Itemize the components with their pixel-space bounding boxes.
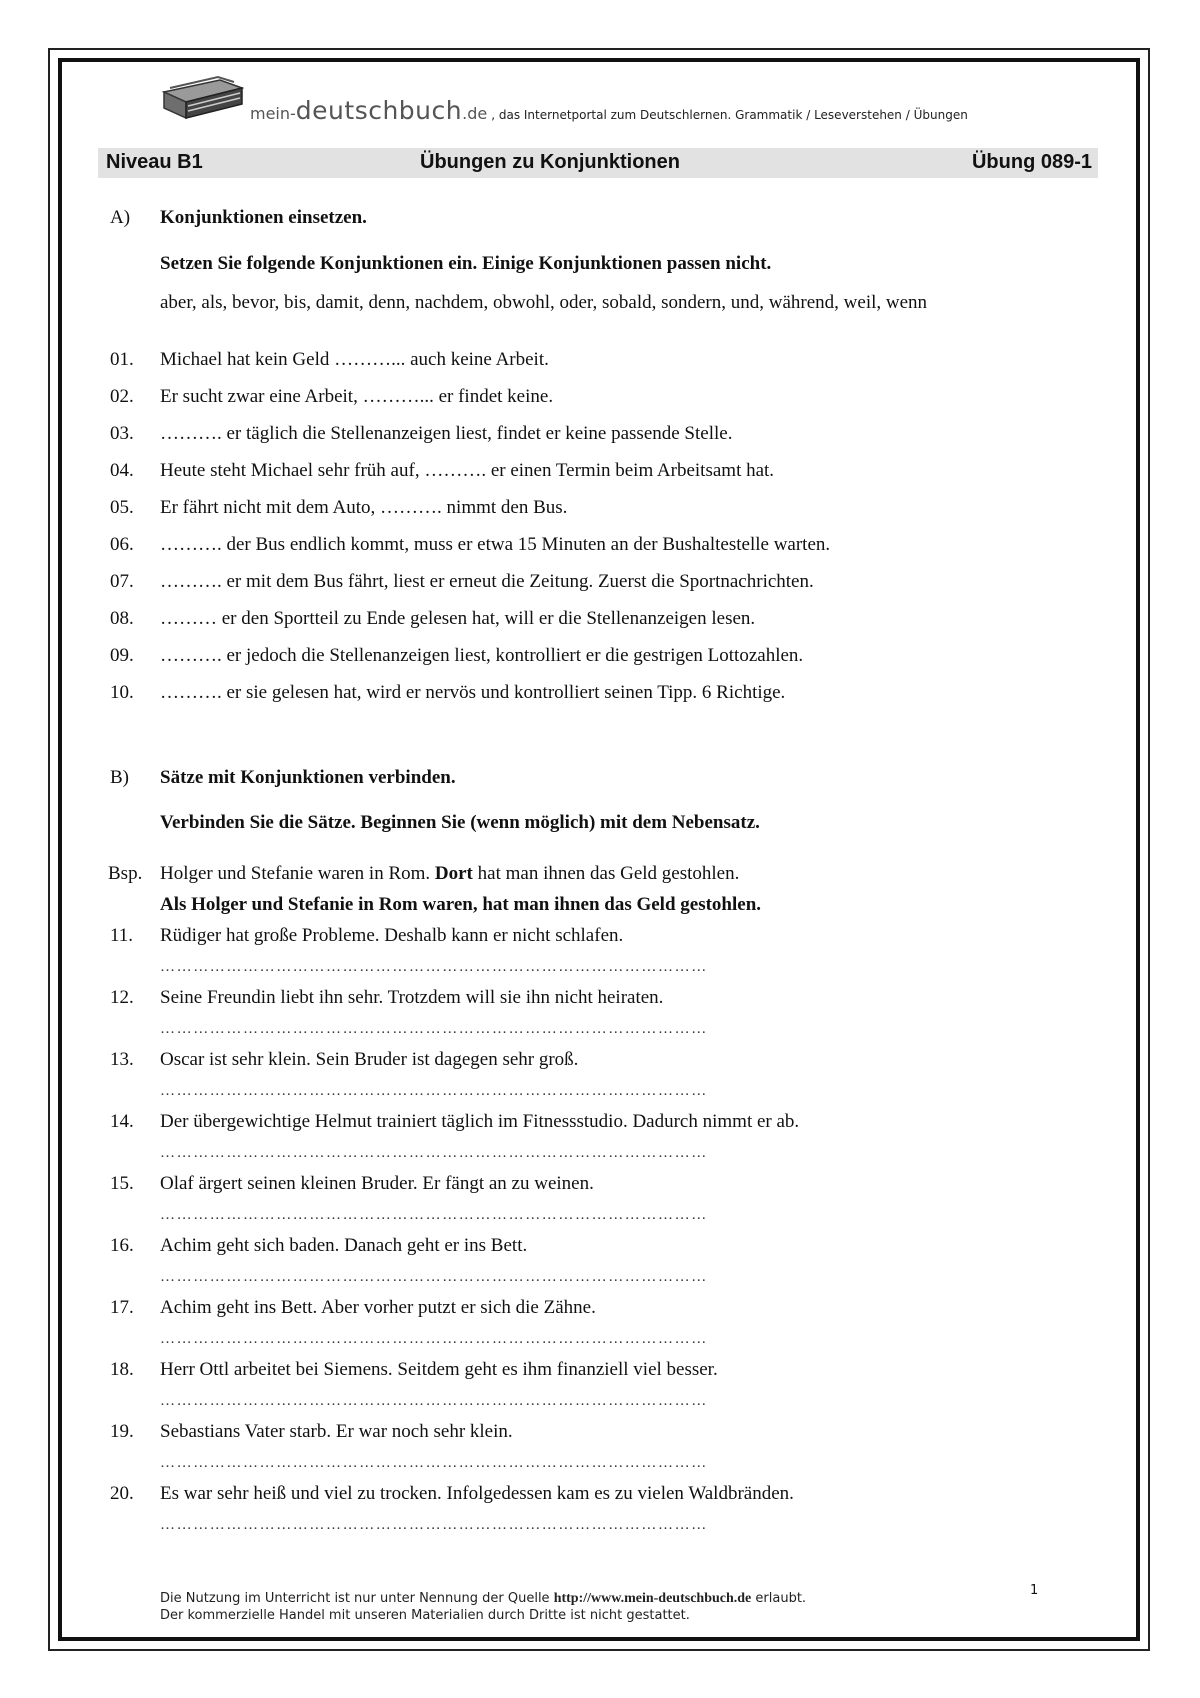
answer-line[interactable]: ……………………………………………………………………………………… <box>160 959 708 975</box>
item-text: Heute steht Michael sehr früh auf, ………. er einen Termin beim Arbeitsamt hat. <box>160 460 775 481</box>
footer-line-2: Der kommerzielle Handel mit unseren Materialien durch Dritte ist nicht gestattet. <box>160 1608 690 1623</box>
item-text: ………. er mit dem Bus fährt, liest er erneut die Zeitung. Zuerst die Sportnachrichten. <box>160 571 814 592</box>
item-number: 08. <box>110 608 134 629</box>
example-bold-word: Dort <box>434 863 473 884</box>
answer-line[interactable]: ……………………………………………………………………………………… <box>160 1145 708 1161</box>
footer-text-after: erlaubt. <box>751 1591 807 1606</box>
item-number: 01. <box>110 349 134 370</box>
answer-line[interactable]: ……………………………………………………………………………………… <box>160 1021 708 1037</box>
item-number: 16. <box>110 1235 134 1256</box>
item-text: ………. er sie gelesen hat, wird er nervös und kontrolliert seinen Tipp. 6 Richtige. <box>160 682 786 703</box>
item-text: Der übergewichtige Helmut trainiert täglich im Fitnessstudio. Dadurch nimmt er ab. <box>160 1111 800 1132</box>
answer-line[interactable]: ……………………………………………………………………………………… <box>160 1517 708 1533</box>
section-a-label: A) <box>110 207 131 228</box>
item-number: 20. <box>110 1483 134 1504</box>
title-bar <box>98 148 1098 178</box>
footer-text-before: Die Nutzung im Unterricht ist nur unter Nennung der Quelle <box>160 1591 554 1606</box>
answer-line[interactable]: ……………………………………………………………………………………… <box>160 1269 708 1285</box>
item-number: 10. <box>110 682 134 703</box>
item-number: 13. <box>110 1049 134 1070</box>
item-number: 11. <box>110 925 134 946</box>
item-text: ………. er jedoch die Stellenanzeigen liest, kontrolliert er die gestrigen Lottozahlen. <box>160 645 804 666</box>
example-label: Bsp. <box>108 863 143 884</box>
conjunction-word-list: aber, als, bevor, bis, damit, denn, nachdem, obwohl, oder, sobald, sondern, und, während, weil, wenn <box>160 292 928 313</box>
footer-line-1 <box>160 1590 806 1607</box>
answer-line[interactable]: ……………………………………………………………………………………… <box>160 1455 708 1471</box>
item-number: 19. <box>110 1421 134 1442</box>
section-a-heading: Konjunktionen einsetzen. <box>160 207 367 228</box>
item-text: Es war sehr heiß und viel zu trocken. Infolgedessen kam es zu vielen Waldbränden. <box>160 1483 794 1504</box>
footer-notice <box>160 1590 806 1624</box>
site-tagline: , das Internetportal zum Deutschlernen. Grammatik / Leseverstehen / Übungen <box>491 108 968 122</box>
site-name <box>250 96 968 125</box>
exercise-number: Übung 089-1 <box>971 151 1092 173</box>
item-text: Achim geht sich baden. Danach geht er ins Bett. <box>160 1235 528 1256</box>
page-number: 1 <box>1030 1583 1039 1598</box>
item-number: 07. <box>110 571 134 592</box>
example-answer: Als Holger und Stefanie in Rom waren, hat man ihnen das Geld gestohlen. <box>160 894 762 915</box>
section-a-instruction: Setzen Sie folgende Konjunktionen ein. Einige Konjunktionen passen nicht. <box>160 253 772 274</box>
source-url-link[interactable]: http://www.mein-deutschbuch.de <box>553 1591 752 1606</box>
site-name-main: deutschbuch <box>295 96 463 125</box>
example-sentence <box>160 862 739 886</box>
site-name-suffix: .de <box>462 104 488 123</box>
item-number: 02. <box>110 386 134 407</box>
item-number: 18. <box>110 1359 134 1380</box>
item-number: 05. <box>110 497 134 518</box>
item-number: 12. <box>110 987 134 1008</box>
item-text: Rüdiger hat große Probleme. Deshalb kann er nicht schlafen. <box>160 925 624 946</box>
item-text: Er sucht zwar eine Arbeit, ………... er findet keine. <box>160 386 554 407</box>
example-after: hat man ihnen das Geld gestohlen. <box>472 863 740 884</box>
item-text: Sebastians Vater starb. Er war noch sehr klein. <box>160 1421 513 1442</box>
item-text: Er fährt nicht mit dem Auto, ………. nimmt den Bus. <box>160 497 568 518</box>
item-text: Herr Ottl arbeitet bei Siemens. Seitdem geht es ihm finanziell viel besser. <box>160 1359 718 1380</box>
item-number: 09. <box>110 645 134 666</box>
example-before: Holger und Stefanie waren in Rom. <box>160 863 435 884</box>
answer-line[interactable]: ……………………………………………………………………………………… <box>160 1083 708 1099</box>
item-text: Achim geht ins Bett. Aber vorher putzt er sich die Zähne. <box>160 1297 596 1318</box>
item-text: Oscar ist sehr klein. Sein Bruder ist dagegen sehr groß. <box>160 1049 579 1070</box>
item-text: ……… er den Sportteil zu Ende gelesen hat, will er die Stellenanzeigen lesen. <box>160 608 756 629</box>
item-text: ………. der Bus endlich kommt, muss er etwa 15 Minuten an der Bushaltestelle warten. <box>160 534 831 555</box>
item-number: 03. <box>110 423 134 444</box>
item-text: Michael hat kein Geld ………... auch keine Arbeit. <box>160 349 549 370</box>
section-b-heading: Sätze mit Konjunktionen verbinden. <box>160 767 456 788</box>
answer-line[interactable]: ……………………………………………………………………………………… <box>160 1207 708 1223</box>
answer-line[interactable]: ……………………………………………………………………………………… <box>160 1331 708 1347</box>
item-number: 17. <box>110 1297 134 1318</box>
item-number: 04. <box>110 460 134 481</box>
site-header <box>160 74 1060 134</box>
item-text: Seine Freundin liebt ihn sehr. Trotzdem will sie ihn nicht heiraten. <box>160 987 664 1008</box>
section-b-instruction: Verbinden Sie die Sätze. Beginnen Sie (wenn möglich) mit dem Nebensatz. <box>160 812 760 833</box>
item-number: 14. <box>110 1111 134 1132</box>
item-text: Olaf ärgert seinen kleinen Bruder. Er fängt an zu weinen. <box>160 1173 594 1194</box>
worksheet-title: Übungen zu Konjunktionen <box>420 151 680 173</box>
item-number: 15. <box>110 1173 134 1194</box>
level-label: Niveau B1 <box>106 151 203 173</box>
book-logo-icon <box>160 74 244 124</box>
site-name-prefix: mein- <box>250 104 296 123</box>
answer-line[interactable]: ……………………………………………………………………………………… <box>160 1393 708 1409</box>
item-number: 06. <box>110 534 134 555</box>
section-b-label: B) <box>110 767 129 788</box>
item-text: ………. er täglich die Stellenanzeigen liest, findet er keine passende Stelle. <box>160 423 733 444</box>
